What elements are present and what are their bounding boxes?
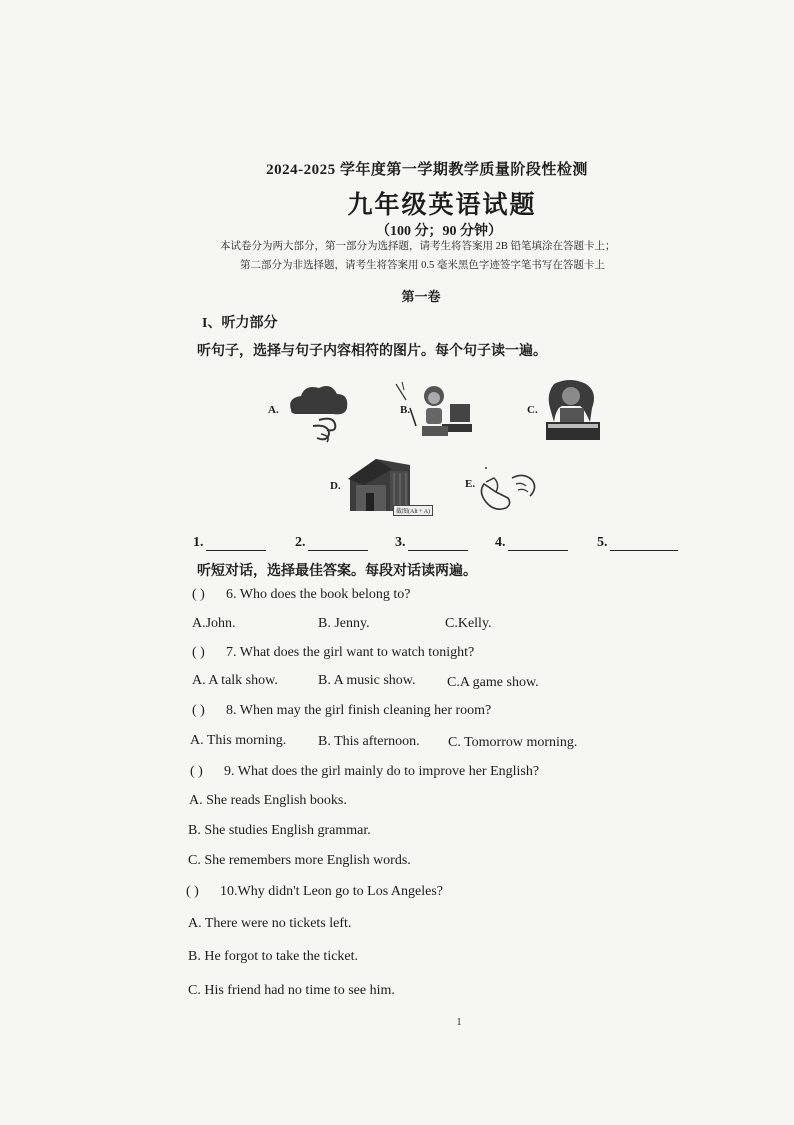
option-8b: B. This afternoon.	[318, 734, 420, 749]
answer-blank-2[interactable]: 2.	[295, 535, 368, 551]
hand-holding-object-icon	[472, 462, 552, 518]
question-6	[192, 587, 410, 603]
girl-at-computer-icon	[392, 380, 474, 442]
option-6a: A.John.	[192, 616, 236, 631]
instructions-line-2: 第二部分为非选择题，请考生将答案用 0.5 毫米黑色字迹签字笔书写在答题卡上	[240, 260, 605, 271]
page-number: 1	[456, 1017, 462, 1028]
storm-cloud-icon	[283, 380, 353, 444]
option-10c: C. His friend had no time to see him.	[188, 983, 395, 998]
instruction-dialogues: 听短对话，选择最佳答案。每段对话读两遍。	[197, 564, 477, 579]
answer-paren-7[interactable]: ( )	[192, 645, 205, 660]
instructions-line-1: 本试卷分为两大部分，第一部分为选择题，请考生将答案用 2B 铅笔填涂在答题卡上；	[220, 241, 616, 252]
answer-blank-5[interactable]: 5.	[597, 535, 678, 551]
picture-label-c: C.	[527, 404, 538, 416]
screenshot-watermark: 截图(Alt + A)	[393, 505, 433, 516]
option-10b: B. He forgot to take the ticket.	[188, 949, 359, 964]
option-7c: C.A game show.	[447, 675, 539, 690]
question-10	[186, 884, 443, 900]
option-8a: A. This morning.	[190, 733, 287, 748]
question-9-text: 9. What does the girl mainly do to improve her English?	[224, 764, 540, 779]
answer-paren-8[interactable]: ( )	[192, 703, 205, 718]
picture-label-e: E.	[465, 478, 476, 490]
girl-at-piano-icon	[540, 378, 610, 444]
option-6c: C.Kelly.	[445, 616, 492, 631]
question-8	[192, 703, 491, 719]
question-6-text: 6. Who does the book belong to?	[226, 587, 411, 602]
answer-paren-6[interactable]: ( )	[192, 587, 205, 602]
section-heading-listening: I、听力部分	[202, 316, 278, 331]
question-7-text: 7. What does the girl want to watch tonight?	[226, 645, 475, 660]
picture-label-b: B.	[400, 404, 411, 416]
question-10-text: 10.Why didn't Leon go to Los Angeles?	[220, 884, 443, 899]
option-9c: C. She remembers more English words.	[188, 853, 411, 868]
option-6b: B. Jenny.	[318, 616, 370, 631]
picture-label-d: D.	[330, 480, 341, 492]
option-8c: C. Tomorrow morning.	[448, 735, 578, 750]
answer-blank-3[interactable]: 3.	[395, 535, 468, 551]
option-7a: A. A talk show.	[192, 673, 278, 688]
answer-blank-1[interactable]: 1.	[193, 535, 266, 551]
picture-label-a: A.	[268, 404, 279, 416]
option-9b: B. She studies English grammar.	[188, 823, 371, 838]
answer-blank-4[interactable]: 4.	[495, 535, 568, 551]
exam-title: 2024-2025 学年度第一学期教学质量阶段性检测	[266, 162, 588, 178]
option-9a: A. She reads English books.	[189, 793, 347, 808]
option-7b: B. A music show.	[318, 673, 416, 688]
score-time: （100 分；90 分钟）	[376, 224, 502, 239]
option-10a: A. There were no tickets left.	[188, 916, 352, 931]
answer-paren-9[interactable]: ( )	[190, 764, 203, 779]
question-9	[190, 764, 539, 780]
question-8-text: 8. When may the girl finish cleaning her room?	[226, 703, 492, 718]
answer-paren-10[interactable]: ( )	[186, 884, 199, 899]
volume-heading: 第一卷	[401, 289, 441, 304]
instruction-pictures: 听句子，选择与句子内容相符的图片。每个句子读一遍。	[197, 344, 547, 359]
subject-title: 九年级英语试题	[347, 192, 537, 219]
question-7	[192, 645, 474, 661]
